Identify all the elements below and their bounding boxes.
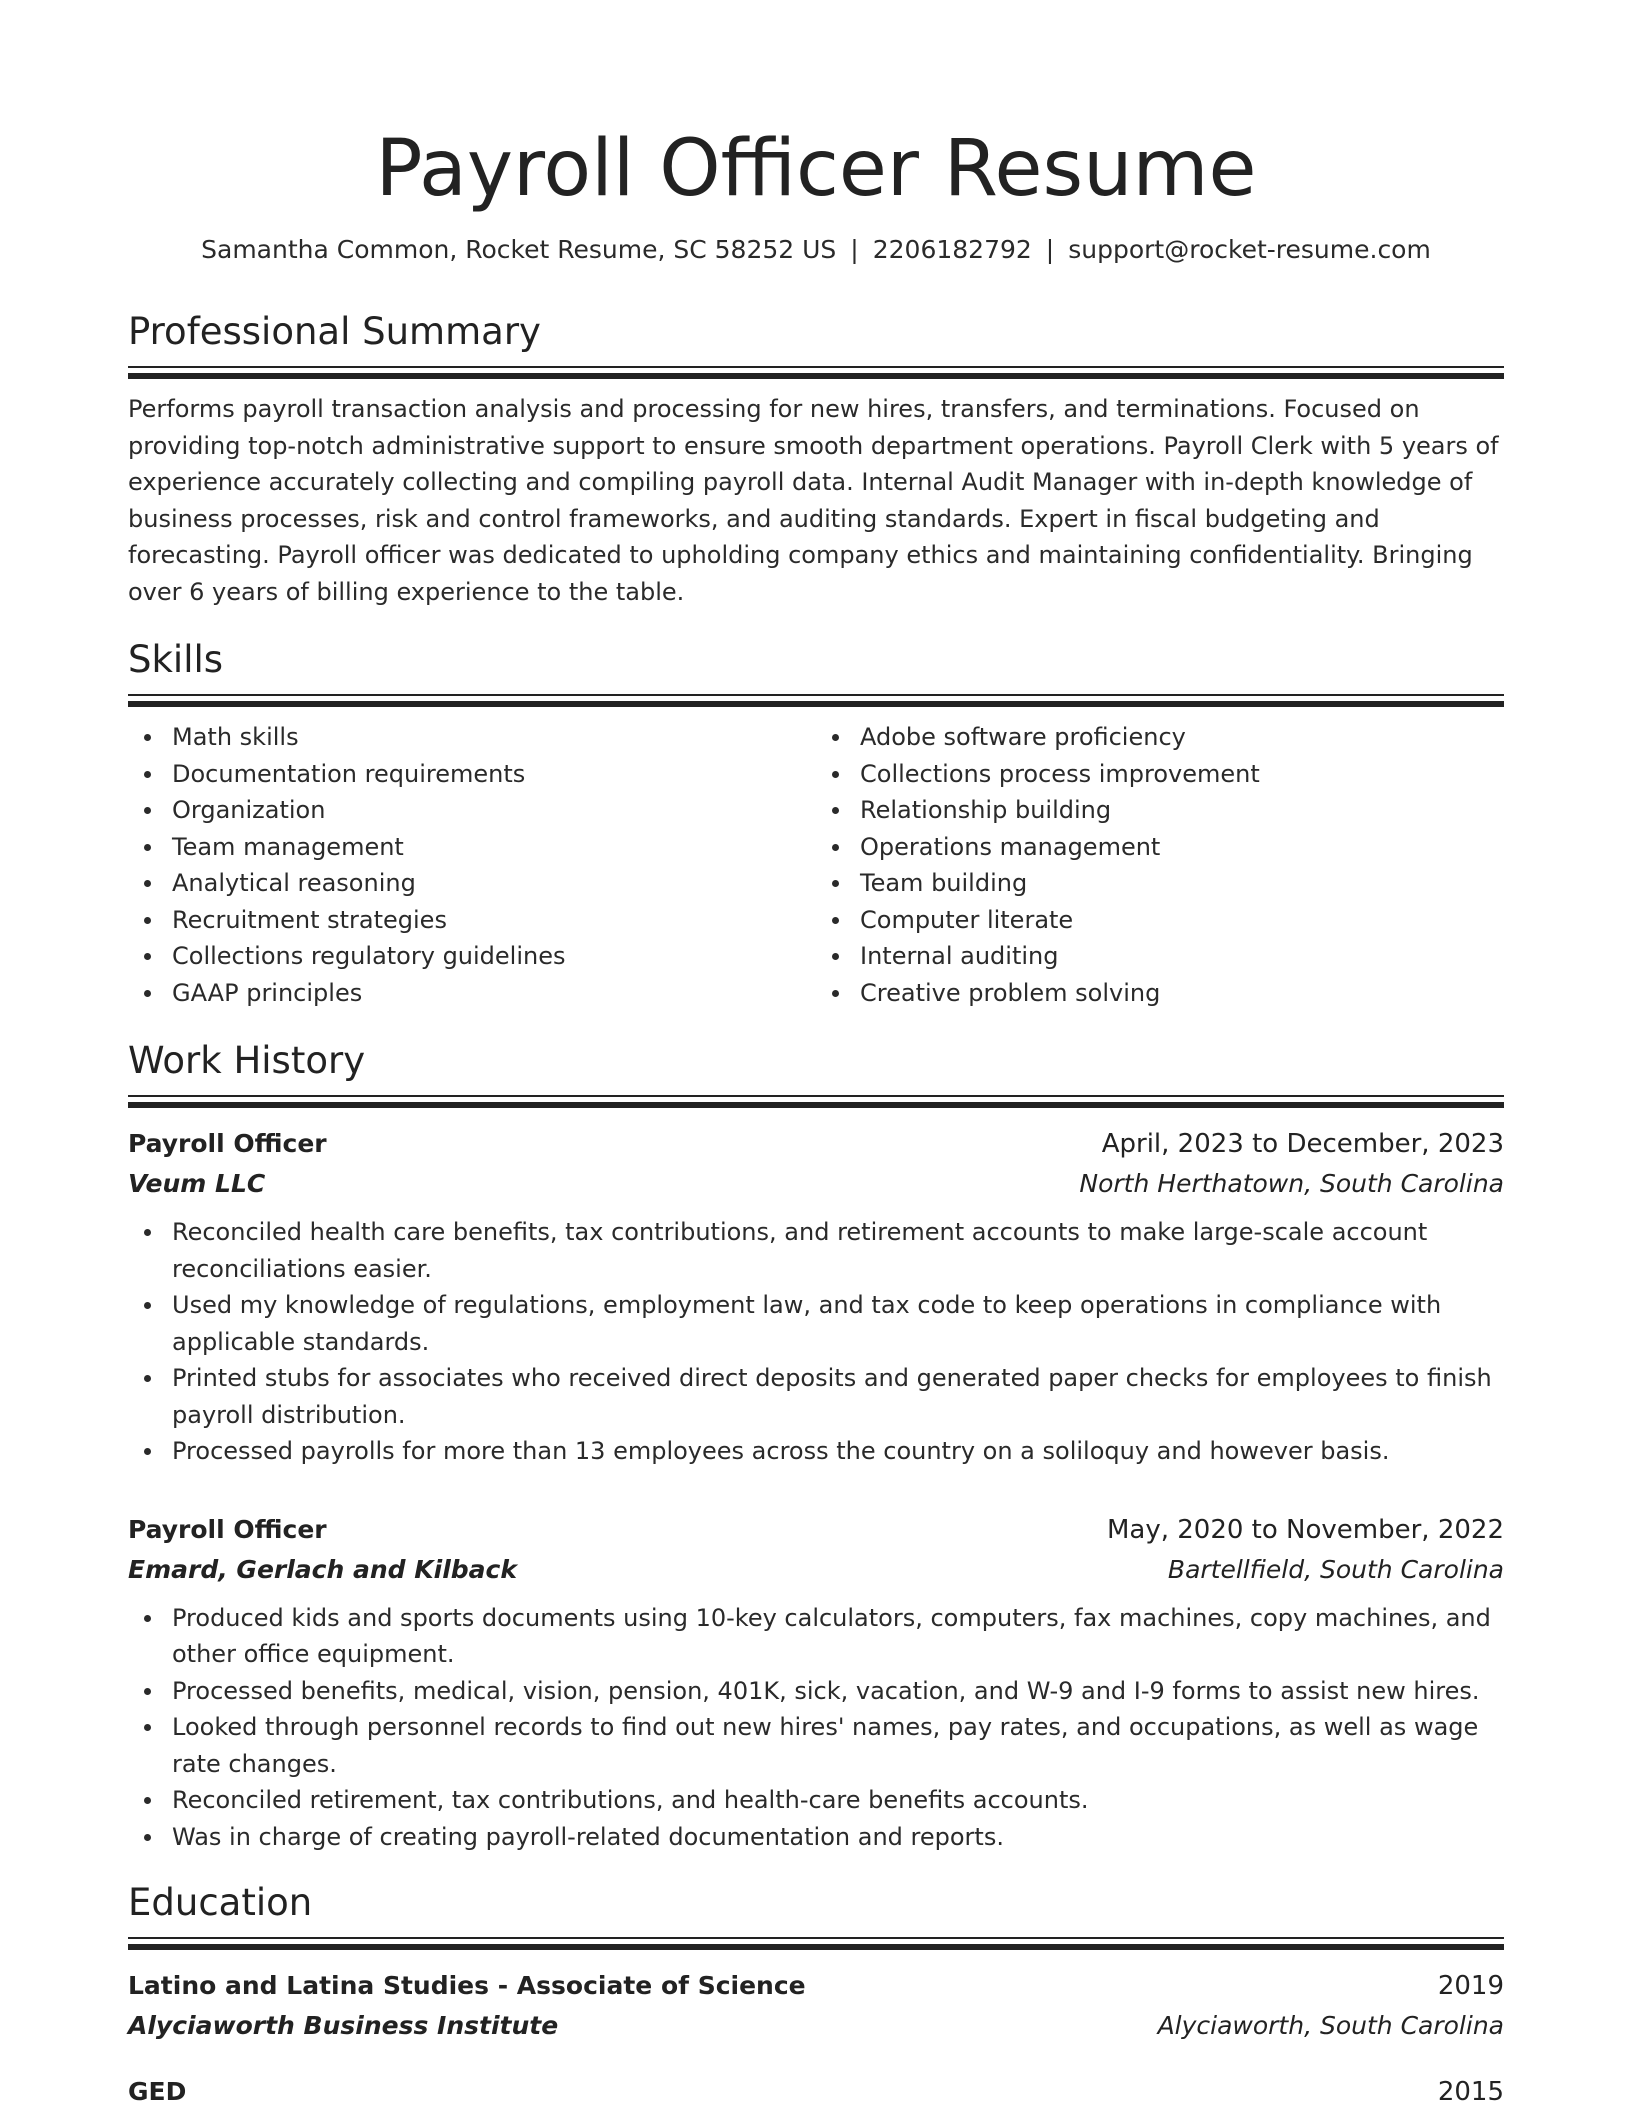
education-degree: GED <box>128 2077 187 2106</box>
skill-item: Adobe software proficiency <box>860 719 1504 756</box>
work-history-section <box>128 1037 1504 1855</box>
job-company-row <box>128 1550 1504 1590</box>
skill-item: Collections regulatory guidelines <box>172 938 816 975</box>
skill-item: Math skills <box>172 719 816 756</box>
contact-line <box>128 232 1504 268</box>
job-bullet: Processed payrolls for more than 13 employees across the country on a soliloquy and however basis. <box>172 1433 1504 1470</box>
job-dates: April, 2023 to December, 2023 <box>1101 1129 1504 1159</box>
contact-phone: 2206182792 <box>872 235 1032 264</box>
education-year: 2015 <box>1437 2077 1504 2107</box>
job-entry <box>128 1510 1504 1856</box>
job-bullet: Used my knowledge of regulations, employment law, and tax code to keep operations in compliance with applicable standards. <box>172 1287 1504 1360</box>
job-bullet: Reconciled retirement, tax contributions, and health-care benefits accounts. <box>172 1782 1504 1819</box>
section-heading-skills: Skills <box>128 638 224 681</box>
education-location: Alyciaworth, South Carolina <box>1157 2011 1504 2040</box>
job-title: Payroll Officer <box>128 1129 327 1158</box>
section-heading-education: Education <box>128 1881 313 1924</box>
skills-list-left <box>128 719 816 1011</box>
education-entry <box>128 2072 1504 2112</box>
skill-item: Creative problem solving <box>860 975 1504 1012</box>
skill-item: Analytical reasoning <box>172 865 816 902</box>
education-section <box>128 1879 1504 2112</box>
job-bullet: Was in charge of creating payroll-related documentation and reports. <box>172 1819 1504 1856</box>
skill-item: Recruitment strategies <box>172 902 816 939</box>
skill-item: Operations management <box>860 829 1504 866</box>
job-bullet: Printed stubs for associates who received direct deposits and generated paper checks for employees to finish payroll distribution. <box>172 1360 1504 1433</box>
contact-separator: | <box>1045 235 1055 264</box>
job-dates: May, 2020 to November, 2022 <box>1106 1514 1504 1545</box>
skills-list-right <box>816 719 1504 1011</box>
skill-item: Relationship building <box>860 792 1504 829</box>
job-bullets <box>128 1214 1504 1470</box>
summary-section <box>128 308 1504 610</box>
job-bullets <box>128 1600 1504 1856</box>
job-company: Veum LLC <box>128 1169 266 1198</box>
education-header-row <box>128 2072 1504 2112</box>
contact-email: support@rocket-resume.com <box>1068 235 1431 264</box>
job-bullet: Processed benefits, medical, vision, pension, 401K, sick, vacation, and W-9 and I-9 forms to assist new hires. <box>172 1673 1504 1710</box>
job-title: Payroll Officer <box>128 1514 327 1544</box>
resume-page <box>128 120 1504 2112</box>
skill-item: Computer literate <box>860 902 1504 939</box>
job-bullet: Looked through personnel records to find out new hires' names, pay rates, and occupations, as well as wage rate changes. <box>172 1709 1504 1782</box>
skills-section <box>128 636 1504 1011</box>
education-school: Alyciaworth Business Institute <box>128 2011 559 2040</box>
skill-item: Collections process improvement <box>860 756 1504 793</box>
job-location: Bartellfield, South Carolina <box>1167 1554 1504 1584</box>
section-heading-summary: Professional Summary <box>128 310 541 353</box>
skill-item: Organization <box>172 792 816 829</box>
job-location: North Herthatown, South Carolina <box>1079 1169 1504 1198</box>
contact-address: Samantha Common, Rocket Resume, SC 58252 US <box>201 235 837 264</box>
job-entry <box>128 1124 1504 1470</box>
job-header-row <box>128 1510 1504 1550</box>
skills-grid <box>128 719 1504 1011</box>
section-heading-work-history: Work History <box>128 1039 366 1082</box>
education-degree: Latino and Latina Studies - Associate of Science <box>128 1971 806 2000</box>
education-entry <box>128 1966 1504 2046</box>
job-bullet: Reconciled health care benefits, tax contributions, and retirement accounts to make large-scale account reconciliations easier. <box>172 1214 1504 1287</box>
education-header-row <box>128 1966 1504 2006</box>
job-company-row <box>128 1164 1504 1204</box>
page-title: Payroll Officer Resume <box>375 124 1257 214</box>
section-divider <box>128 366 1504 379</box>
job-company: Emard, Gerlach and Kilback <box>128 1554 517 1584</box>
skill-item: Documentation requirements <box>172 756 816 793</box>
section-divider <box>128 1937 1504 1950</box>
summary-text: Performs payroll transaction analysis and processing for new hires, transfers, and terminations. Focused on providing top-notch administrative support to ensure smooth department operations. Payroll Clerk with 5 years of experience accurately collecting and compiling payroll data. Internal Audit Manager with in-depth knowledge of business processes, risk and control frameworks, and auditing standards. Expert in fiscal budgeting and forecasting. Payroll officer was dedicated to upholding company ethics and maintaining confidentiality. Bringing over 6 years of billing experience to the table. <box>128 395 1499 606</box>
skill-item: Team building <box>860 865 1504 902</box>
job-header-row <box>128 1124 1504 1164</box>
section-divider <box>128 1095 1504 1108</box>
skill-item: Internal auditing <box>860 938 1504 975</box>
education-school-row <box>128 2006 1504 2046</box>
section-divider <box>128 694 1504 707</box>
job-bullet: Produced kids and sports documents using 10-key calculators, computers, fax machines, copy machines, and other office equipment. <box>172 1600 1504 1673</box>
education-year: 2019 <box>1437 1971 1504 2001</box>
contact-separator: | <box>850 235 859 264</box>
skill-item: GAAP principles <box>172 975 816 1012</box>
skill-item: Team management <box>172 829 816 866</box>
